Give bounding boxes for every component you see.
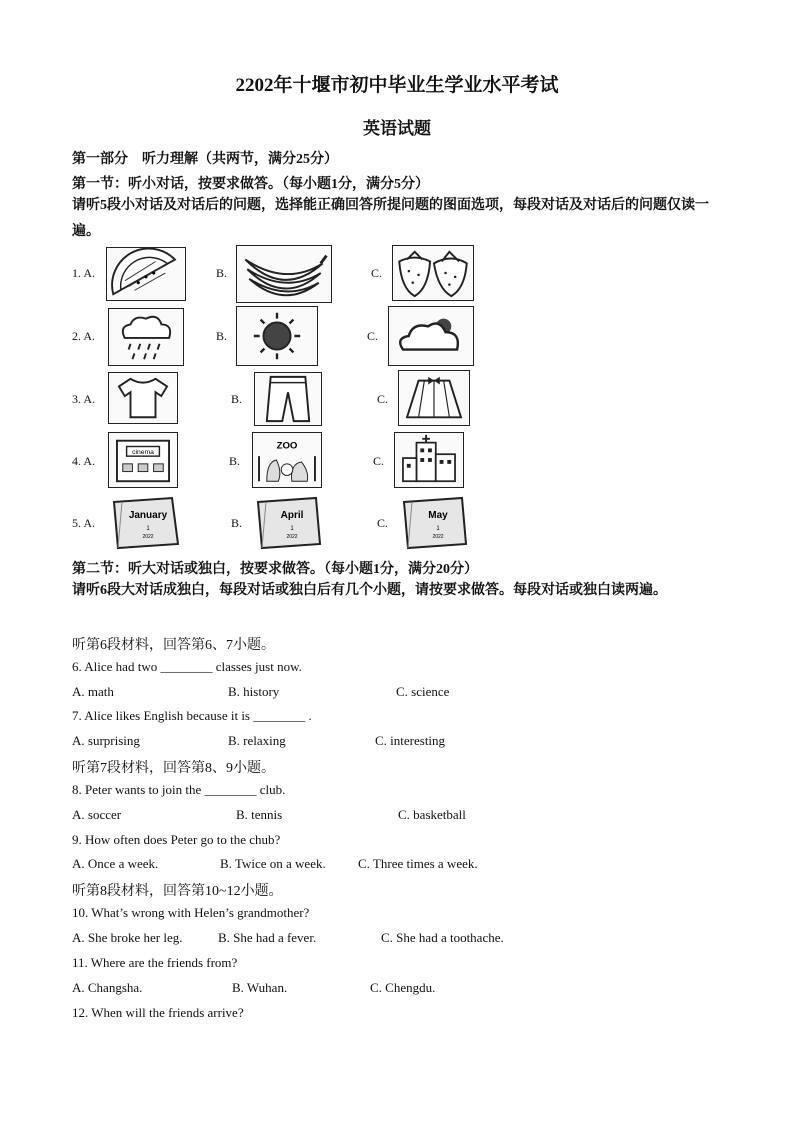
q4-b-label: B. bbox=[229, 454, 241, 468]
q4-label: 4. A. bbox=[72, 454, 96, 468]
q3-b-label: B. bbox=[231, 392, 243, 406]
q2-b-label: B. bbox=[216, 329, 228, 343]
cinema-icon bbox=[108, 432, 178, 488]
q1-c-label: C. bbox=[371, 266, 383, 280]
zoo-icon bbox=[252, 432, 322, 488]
calendar-may-icon bbox=[398, 494, 470, 550]
q7-option-a[interactable]: A. surprising bbox=[72, 733, 140, 748]
calendar-day-april: 1 bbox=[290, 526, 294, 532]
strawberry-icon bbox=[392, 245, 474, 301]
zoo-sign-text: ZOO bbox=[276, 440, 298, 452]
calendar-year-april: 2022 bbox=[286, 534, 298, 540]
banana-icon bbox=[236, 245, 332, 303]
question-6: 6. Alice had two ________ classes just now. bbox=[72, 659, 302, 674]
calendar-month-april: April bbox=[280, 510, 304, 521]
q5-label: 5. A. bbox=[72, 516, 96, 530]
part1-heading: 第一部分 听力理解（共两节，满分25分） bbox=[72, 152, 338, 167]
calendar-january-icon bbox=[108, 494, 182, 550]
cinema-sign-text: cinema bbox=[132, 449, 154, 457]
material-note: 听第8段材料，回答第10~12小题。 bbox=[72, 884, 283, 899]
exam-title: 2202年十堰市初中毕业生学业水平考试 bbox=[235, 75, 559, 96]
q8-option-a[interactable]: A. soccer bbox=[72, 807, 122, 822]
q3-c-label: C. bbox=[377, 392, 389, 406]
section2-instructions: 请听6段大对话成独白，每段对话或独白后有几个小题，请按要求做答。每段对话或独白读两遍。 bbox=[72, 583, 667, 598]
q11-option-c[interactable]: C. Chengdu. bbox=[370, 980, 436, 995]
q11-option-b[interactable]: B. Wuhan. bbox=[232, 980, 288, 995]
trousers-icon bbox=[254, 372, 322, 426]
hospital-icon bbox=[394, 432, 464, 488]
q6-option-a[interactable]: A. math bbox=[72, 684, 114, 699]
sun-icon bbox=[236, 306, 318, 366]
q6-option-b[interactable]: B. history bbox=[228, 684, 280, 699]
question-11: 11. Where are the friends from? bbox=[72, 955, 238, 970]
section2-heading: 第二节：听大对话或独白，按要求做答。（每小题1分，满分20分） bbox=[72, 562, 478, 577]
tshirt-icon bbox=[108, 372, 178, 424]
q1-b-label: B. bbox=[216, 266, 228, 280]
q2-label: 2. A. bbox=[72, 329, 96, 343]
exam-subtitle: 英语试题 bbox=[363, 119, 431, 138]
q5-b-label: B. bbox=[231, 516, 243, 530]
q6-option-c[interactable]: C. science bbox=[396, 684, 450, 699]
q9-option-b[interactable]: B. Twice on a week. bbox=[220, 856, 326, 871]
q9-option-c[interactable]: C. Three times a week. bbox=[358, 856, 478, 871]
calendar-month-may: May bbox=[428, 510, 448, 521]
q4-c-label: C. bbox=[373, 454, 385, 468]
q5-c-label: C. bbox=[377, 516, 389, 530]
question-8: 8. Peter wants to join the ________ club. bbox=[72, 782, 286, 797]
question-7: 7. Alice likes English because it is ________ . bbox=[72, 708, 312, 723]
q9-option-a[interactable]: A. Once a week. bbox=[72, 856, 159, 871]
calendar-month-january: January bbox=[128, 510, 168, 521]
q8-option-b[interactable]: B. tennis bbox=[236, 807, 283, 822]
watermelon-icon bbox=[106, 247, 186, 301]
question-12: 12. When will the friends arrive? bbox=[72, 1005, 244, 1020]
material-note: 听第6段材料，回答第6、7小题。 bbox=[72, 638, 275, 653]
skirt-icon bbox=[398, 370, 470, 426]
cloudy-icon bbox=[388, 306, 474, 366]
q1-label: 1. A. bbox=[72, 266, 96, 280]
calendar-day-january: 1 bbox=[146, 526, 150, 532]
calendar-day-may: 1 bbox=[436, 526, 440, 532]
question-10: 10. What’s wrong with Helen’s grandmother? bbox=[72, 905, 310, 920]
q3-label: 3. A. bbox=[72, 392, 96, 406]
material-note: 听第7段材料，回答第8、9小题。 bbox=[72, 761, 275, 776]
calendar-year-may: 2022 bbox=[432, 534, 444, 540]
q10-option-c[interactable]: C. She had a toothache. bbox=[381, 930, 504, 945]
section1-heading: 第一节：听小对话，按要求做答。（每小题1分，满分5分） bbox=[72, 177, 429, 192]
section1-instructions: 请听5段小对话及对话后的问题，选择能正确回答所提问题的图面选项，每段对话及对话后的问题仅读一遍。 bbox=[72, 198, 709, 239]
q8-option-c[interactable]: C. basketball bbox=[398, 807, 466, 822]
q7-option-b[interactable]: B. relaxing bbox=[228, 733, 286, 748]
q2-c-label: C. bbox=[367, 329, 379, 343]
rain-cloud-icon bbox=[108, 308, 184, 366]
q11-option-a[interactable]: A. Changsha. bbox=[72, 980, 143, 995]
q10-option-a[interactable]: A. She broke her leg. bbox=[72, 930, 183, 945]
q7-option-c[interactable]: C. interesting bbox=[375, 733, 446, 748]
q10-option-b[interactable]: B. She had a fever. bbox=[218, 930, 317, 945]
question-9: 9. How often does Peter go to the chub? bbox=[72, 832, 281, 847]
calendar-year-january: 2022 bbox=[142, 534, 154, 540]
calendar-april-icon bbox=[252, 494, 324, 550]
